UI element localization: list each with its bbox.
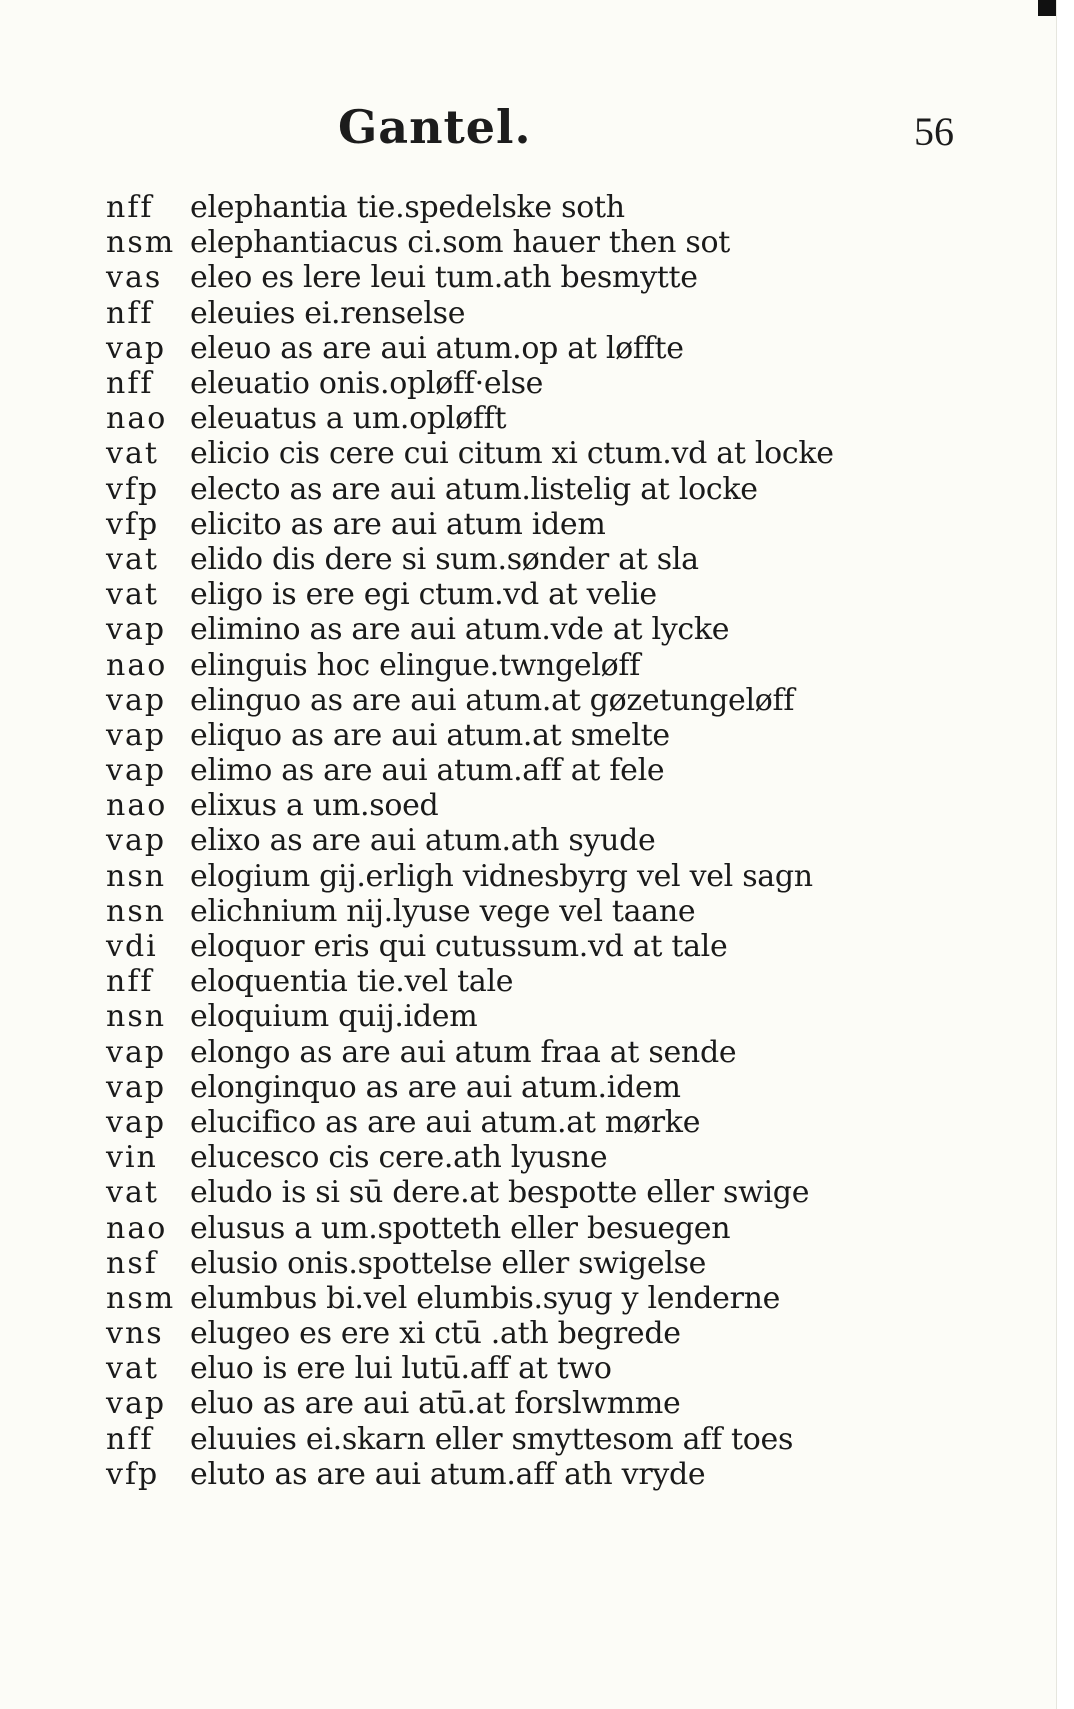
- dictionary-entry: [106, 1281, 966, 1316]
- entry-text: eligo is ere egi ctum.vd at velie: [190, 577, 657, 613]
- entry-text: elido dis dere si sum.sønder at sla: [190, 541, 699, 577]
- entry-text: elinguis hoc elingue.twngeløff: [190, 647, 640, 683]
- entry-text: eliquo as are aui atum.at smelte: [190, 717, 670, 753]
- grammar-code: vin: [106, 1140, 158, 1176]
- dictionary-entry: [106, 1422, 966, 1457]
- entry-text: eloquentia tie.vel tale: [190, 964, 514, 1000]
- entry-text: eleuo as are aui atum.op at løffte: [190, 330, 684, 366]
- grammar-code: nao: [106, 647, 168, 683]
- grammar-code: vdi: [106, 929, 158, 965]
- dictionary-entry: [106, 788, 966, 823]
- entry-text: eluo as are aui atū.at forslwmme: [190, 1386, 681, 1422]
- grammar-code: vap: [106, 717, 167, 753]
- entry-text: elucesco cis cere.ath lyusne: [190, 1140, 608, 1176]
- entry-text: eleuatio onis.opløff·else: [190, 366, 544, 402]
- grammar-code: vat: [106, 436, 159, 472]
- dictionary-entry: [106, 1210, 966, 1245]
- grammar-code: vfp: [106, 506, 160, 542]
- entry-text: elongo as are aui atum fraa at sende: [190, 1034, 737, 1070]
- entry-text: elicito as are aui atum idem: [190, 506, 606, 542]
- dictionary-entry: [106, 1070, 966, 1105]
- dictionary-entry: [106, 964, 966, 999]
- dictionary-entry: [106, 366, 966, 401]
- page-header: [0, 100, 1056, 160]
- dictionary-entry: [106, 225, 966, 260]
- entry-text: elogium gij.erligh vidnesbyrg vel vel sagn: [190, 858, 813, 894]
- grammar-code: nsm: [106, 225, 176, 261]
- dictionary-entries: [106, 190, 966, 1492]
- grammar-code: vfp: [106, 471, 160, 507]
- dictionary-entry: [106, 1140, 966, 1175]
- dictionary-entry: [106, 542, 966, 577]
- dictionary-entry: [106, 683, 966, 718]
- dictionary-entry: [106, 647, 966, 682]
- entry-text: eluto as are aui atum.aff ath vryde: [190, 1456, 706, 1492]
- grammar-code: vfp: [106, 1456, 160, 1492]
- grammar-code: vap: [106, 1034, 167, 1070]
- entry-text: eluo is ere lui lutū.aff at two: [190, 1351, 612, 1387]
- entry-text: elucifico as are aui atum.at mørke: [190, 1104, 701, 1140]
- running-title: Gantel.: [338, 100, 532, 154]
- grammar-code: vap: [106, 612, 167, 648]
- entry-text: eleuatus a um.opløfft: [190, 401, 507, 437]
- grammar-code: vns: [106, 1316, 164, 1352]
- dictionary-entry: [106, 260, 966, 295]
- dictionary-entry: [106, 577, 966, 612]
- grammar-code: nff: [106, 366, 154, 402]
- entry-text: elixus a um.soed: [190, 788, 439, 824]
- entry-text: eloquor eris qui cutussum.vd at tale: [190, 929, 728, 965]
- entry-text: elixo as are aui atum.ath syude: [190, 823, 656, 859]
- grammar-code: vap: [106, 330, 167, 366]
- dictionary-entry: [106, 190, 966, 225]
- dictionary-entry: [106, 1457, 966, 1492]
- entry-text: elephantia tie.spedelske soth: [190, 190, 625, 226]
- grammar-code: vat: [106, 541, 159, 577]
- dictionary-entry: [106, 823, 966, 858]
- dictionary-entry: [106, 472, 966, 507]
- grammar-code: nao: [106, 1210, 168, 1246]
- grammar-code: vap: [106, 682, 167, 718]
- corner-mark: [1038, 0, 1056, 16]
- grammar-code: vat: [106, 1175, 159, 1211]
- grammar-code: vap: [106, 1069, 167, 1105]
- entry-text: electo as are aui atum.listelig at locke: [190, 471, 758, 507]
- dictionary-entry: [106, 401, 966, 436]
- grammar-code: vap: [106, 1104, 167, 1140]
- entry-text: elugeo es ere xi ctū .ath begrede: [190, 1316, 681, 1352]
- dictionary-entry: [106, 1316, 966, 1351]
- grammar-code: vap: [106, 753, 167, 789]
- dictionary-entry: [106, 296, 966, 331]
- grammar-code: vap: [106, 823, 167, 859]
- dictionary-entry: [106, 859, 966, 894]
- dictionary-entry: [106, 999, 966, 1034]
- grammar-code: nff: [106, 190, 154, 226]
- grammar-code: nao: [106, 788, 168, 824]
- grammar-code: vat: [106, 577, 159, 613]
- entry-text: elimo as are aui atum.aff at fele: [190, 753, 665, 789]
- dictionary-entry: [106, 507, 966, 542]
- grammar-code: nff: [106, 964, 154, 1000]
- grammar-code: nff: [106, 295, 154, 331]
- grammar-code: nff: [106, 1421, 154, 1457]
- entry-text: elicio cis cere cui citum xi ctum.vd at locke: [190, 436, 834, 472]
- grammar-code: nsm: [106, 1280, 176, 1316]
- dictionary-entry: [106, 436, 966, 471]
- entry-text: elichnium nij.lyuse vege vel taane: [190, 893, 696, 929]
- grammar-code: vap: [106, 1386, 167, 1422]
- dictionary-entry: [106, 1246, 966, 1281]
- entry-text: eleuies ei.renselse: [190, 295, 466, 331]
- page-number: 56: [914, 109, 954, 154]
- grammar-code: nsn: [106, 893, 167, 929]
- entry-text: elimino as are aui atum.vde at lycke: [190, 612, 730, 648]
- grammar-code: vas: [106, 260, 163, 296]
- entry-text: eleo es lere leui tum.ath besmytte: [190, 260, 698, 296]
- dictionary-entry: [106, 1105, 966, 1140]
- grammar-code: nsn: [106, 858, 167, 894]
- dictionary-entry: [106, 1035, 966, 1070]
- dictionary-entry: [106, 718, 966, 753]
- entry-text: elusus a um.spotteth eller besuegen: [190, 1210, 731, 1246]
- entry-text: eluuies ei.skarn eller smyttesom aff toes: [190, 1421, 794, 1457]
- grammar-code: nao: [106, 401, 168, 437]
- dictionary-entry: [106, 612, 966, 647]
- grammar-code: nsf: [106, 1245, 158, 1281]
- entry-text: elinguo as are aui atum.at gøzetungeløff: [190, 682, 795, 718]
- dictionary-entry: [106, 1386, 966, 1421]
- entry-text: eloquium quij.idem: [190, 999, 478, 1035]
- entry-text: elusio onis.spottelse eller swigelse: [190, 1245, 707, 1281]
- entry-text: eludo is si sū dere.at bespotte eller swige: [190, 1175, 810, 1211]
- dictionary-entry: [106, 1175, 966, 1210]
- entry-text: elonginquo as are aui atum.idem: [190, 1069, 681, 1105]
- dictionary-entry: [106, 1351, 966, 1386]
- grammar-code: nsn: [106, 999, 167, 1035]
- entry-text: elumbus bi.vel elumbis.syug y lenderne: [190, 1280, 781, 1316]
- grammar-code: vat: [106, 1351, 159, 1387]
- dictionary-entry: [106, 929, 966, 964]
- dictionary-entry: [106, 753, 966, 788]
- entry-text: elephantiacus ci.som hauer then sot: [190, 225, 730, 261]
- dictionary-entry: [106, 894, 966, 929]
- dictionary-entry: [106, 331, 966, 366]
